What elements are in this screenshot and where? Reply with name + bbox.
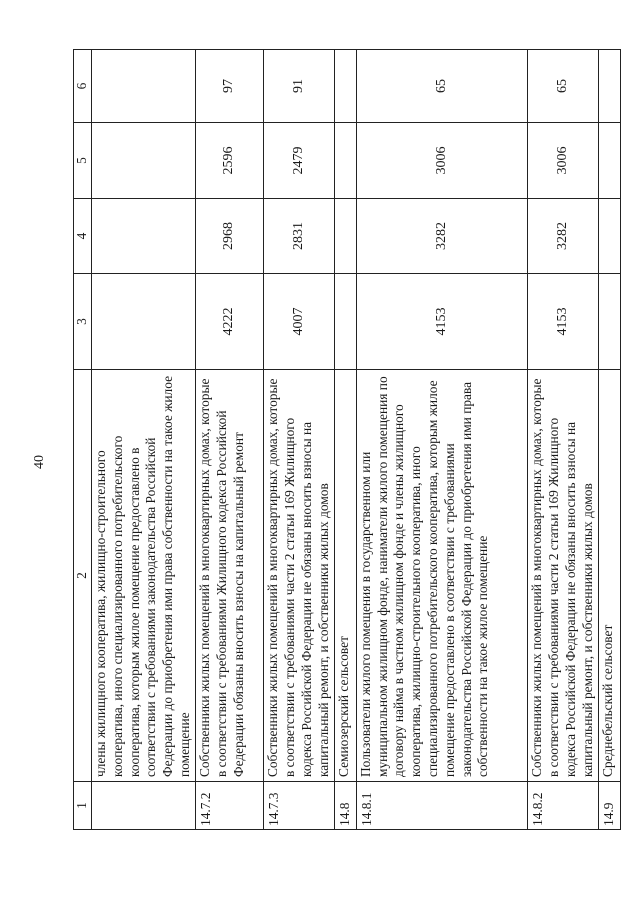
cell-col-3	[334, 274, 356, 370]
rotated-table-container	[73, 50, 621, 830]
cell-col-6	[598, 50, 620, 123]
cell-col-6: 97	[196, 50, 264, 123]
cell-col-4	[334, 199, 356, 274]
cell-col-6: 65	[356, 50, 528, 123]
row-code	[92, 782, 196, 830]
cell-col-5: 3006	[356, 123, 528, 199]
cell-col-4: 3282	[528, 199, 598, 274]
table-row	[334, 50, 356, 830]
tariff-table	[73, 49, 621, 830]
row-description: Среднебельский сельсовет	[598, 370, 620, 782]
cell-col-5	[92, 123, 196, 199]
header-col-4: 4	[74, 199, 92, 274]
cell-col-6: 65	[528, 50, 598, 123]
cell-col-4: 2831	[264, 199, 334, 274]
cell-col-6	[334, 50, 356, 123]
row-description: Собственники жилых помещений в многоквартирных домах, которые в соответствии с требованиями Жилищного кодекса Российской Федерации обязаны вносить взносы на капитальный ремонт	[196, 370, 264, 782]
table-row	[528, 50, 598, 830]
cell-col-5: 2596	[196, 123, 264, 199]
table-row	[598, 50, 620, 830]
table-row	[264, 50, 334, 830]
cell-col-3: 4222	[196, 274, 264, 370]
cell-col-4: 2968	[196, 199, 264, 274]
cell-col-3: 4007	[264, 274, 334, 370]
cell-col-3	[92, 274, 196, 370]
row-description: Семиозерский сельсовет	[334, 370, 356, 782]
header-col-2: 2	[74, 370, 92, 782]
row-description: Собственники жилых помещений в многоквартирных домах, которые в соответствии с требованиями части 2 статьи 169 Жилищного кодекса Российской Федерации не обязаны вносить взносы на капитальный ремонт, и собственники жилых домов	[528, 370, 598, 782]
cell-col-4	[598, 199, 620, 274]
row-code: 14.9	[598, 782, 620, 830]
row-code: 14.8.2	[528, 782, 598, 830]
row-description: члены жилищного кооператива, жилищно-строительного кооператива, иного специализированного потребительского кооператива, которым жилое помещение предоставлено в соответствии с требованиями законодательства Российской Федерации до приобретения ими права собственности на такое жилое помещение	[92, 370, 196, 782]
row-code: 14.7.3	[264, 782, 334, 830]
row-code: 14.8	[334, 782, 356, 830]
cell-col-4	[92, 199, 196, 274]
header-row	[74, 50, 92, 830]
cell-col-6	[92, 50, 196, 123]
cell-col-3: 4153	[528, 274, 598, 370]
row-description: Пользователи жилого помещения в государственном или муниципальном жилищном фонде, наниматели жилого помещения по договору найма в частном жилищном фонде и члены жилищного кооператива, жилищно-строительного кооператива, иного специализированного потребительского кооператива, которым жилое помещение предоставлено в соответствии с требованиями законодательства Российской Федерации до приобретения ими права собственности на такое жилое помещение	[356, 370, 528, 782]
table-row	[92, 50, 196, 830]
header-col-3: 3	[74, 274, 92, 370]
header-col-1: 1	[74, 782, 92, 830]
table-row	[356, 50, 528, 830]
cell-col-3: 4153	[356, 274, 528, 370]
page-number: 40	[32, 455, 47, 469]
cell-col-5: 3006	[528, 123, 598, 199]
row-code: 14.8.1	[356, 782, 528, 830]
row-description: Собственники жилых помещений в многоквартирных домах, которые в соответствии с требованиями части 2 статьи 169 Жилищного кодекса Российской Федерации не обязаны вносить взносы на капитальный ремонт, и собственники жилых домов	[264, 370, 334, 782]
header-col-6: 6	[74, 50, 92, 123]
row-code: 14.7.2	[196, 782, 264, 830]
table-row	[196, 50, 264, 830]
cell-col-5	[598, 123, 620, 199]
cell-col-4: 3282	[356, 199, 528, 274]
cell-col-3	[598, 274, 620, 370]
header-col-5: 5	[74, 123, 92, 199]
cell-col-5: 2479	[264, 123, 334, 199]
cell-col-6: 91	[264, 50, 334, 123]
cell-col-5	[334, 123, 356, 199]
